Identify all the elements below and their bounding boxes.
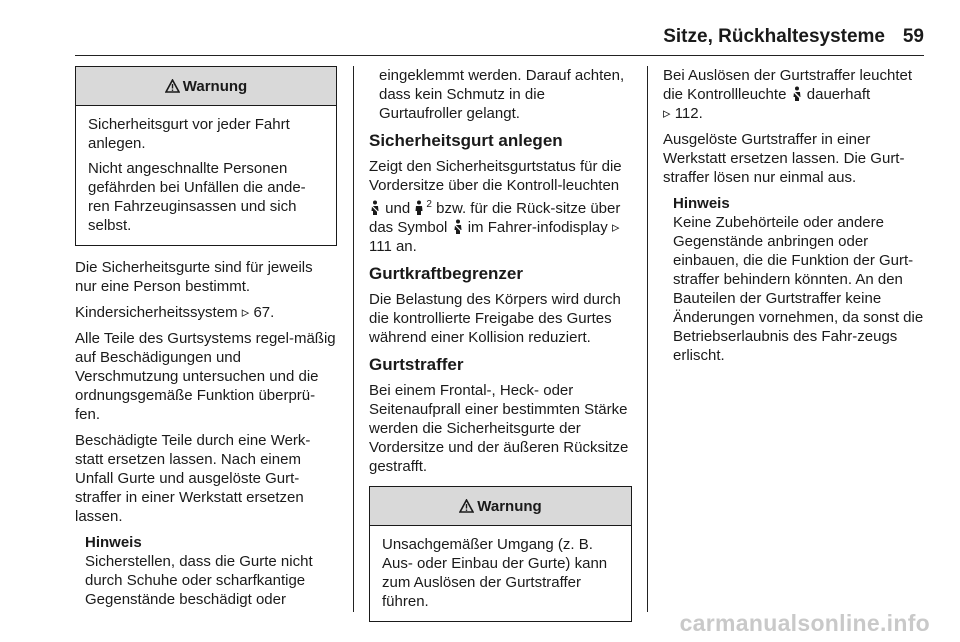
warning-title: Warnung: [182, 77, 248, 95]
note-title: Hinweis: [673, 195, 730, 212]
paragraph: Zeigt den Sicherheitsgurtstatus für die Vordersitze über die Kontroll-leuchten und $^2$ bzw. für die Rück-sitze über das Symbol im Fahrer-infodisplay ▹ 111 an.: [369, 158, 622, 255]
section-heading: Gurtstraffer: [369, 355, 464, 374]
page-ref-icon: ▹: [663, 105, 671, 122]
paragraph: Alle Teile des Gurtsystems regel-mäßig auf Beschädigungen und Verschmutzung untersuchen und die ordnungsgemäße Funktion überprü-fen.: [75, 330, 336, 423]
note-text: Keine Zubehörteile oder andere Gegenstände anbringen oder einbauen, die die Funktion der Gurt-straffer behindern könnten. An den Bauteilen der Gurtstraffer keine Änderungen vornehmen, da sonst die Betriebserlaubnis des Fahr-zeugs erlischt.: [673, 214, 924, 364]
watermark: carmanualsonline.info: [679, 610, 930, 636]
section-title: Sitze, Rückhaltesysteme: [663, 26, 885, 47]
page-ref[interactable]: 111 an.: [369, 238, 417, 255]
paragraph: Bei einem Frontal-, Heck- oder Seitenaufprall einer bestimmten Stärke werden die Sicherheitsgurte der Vordersitze und der äußeren Rücksitze gestrafft.: [369, 382, 629, 475]
paragraph: Die Sicherheitsgurte sind für jeweils nur eine Person bestimmt.: [75, 259, 313, 295]
seatbelt-icon: [369, 200, 381, 215]
section-heading: Gurtkraftbegrenzer: [369, 264, 523, 283]
warning-title: Warnung: [477, 497, 542, 515]
note-continuation: eingeklemmt werden. Darauf achten, dass kein Schmutz in die Gurtaufroller gelangt.: [379, 67, 625, 122]
warning-text: Sicherheitsgurt vor jeder Fahrt anlegen.: [88, 116, 290, 152]
warning-header: [76, 67, 336, 106]
warning-box: [369, 486, 632, 622]
note-text: Sicherstellen, dass die Gurte nicht durch Schuhe oder scharfkantige Gegenstände beschädigt oder: [85, 553, 313, 608]
seatbelt-icon: [452, 219, 464, 234]
page-ref-icon: ▹: [241, 304, 250, 321]
warning-text: Nicht angeschnallte Personen gefährden bei Unfällen die ande-ren Fahrzeuginsassen und sich selbst.: [88, 160, 306, 234]
section-heading: Sicherheitsgurt anlegen: [369, 131, 563, 150]
column-2: [369, 66, 632, 634]
warning-body: [76, 106, 336, 245]
column-3: [663, 66, 928, 371]
paragraph: Beschädigte Teile durch eine Werk-statt ersetzen lassen. Nach einem Unfall Gurte und ausgelöste Gurt-straffer in einer Werkstatt ersetzen lassen.: [75, 432, 311, 525]
note: [75, 533, 337, 609]
note-title: Hinweis: [85, 534, 142, 551]
paragraph: Die Belastung des Körpers wird durch die kontrollierte Freigabe des Gurtes während einer Kollision reduziert.: [369, 291, 621, 346]
seatbelt-rear-icon: [414, 200, 426, 215]
page-ref[interactable]: 67.: [253, 304, 275, 321]
column-divider: [647, 66, 648, 612]
belt-pretensioner-icon: [791, 86, 803, 101]
column-1: [75, 66, 337, 615]
header-rule: [75, 55, 924, 56]
column-divider: [353, 66, 354, 612]
paragraph: Kindersicherheitssystem ▹ 67.: [75, 304, 275, 321]
warning-triangle-icon: [459, 499, 474, 513]
warning-body: [370, 526, 631, 621]
page-number: 59: [902, 26, 924, 47]
warning-text: Unsachgemäßer Umgang (z. B. Aus- oder Einbau der Gurte) kann zum Auslösen der Gurtstraffer führen.: [382, 536, 608, 610]
paragraph: Ausgelöste Gurtstraffer in einer Werkstatt ersetzen lassen. Die Gurt-straffer lösen nur einmal aus.: [663, 131, 905, 186]
page-ref-icon: ▹: [611, 219, 620, 236]
note: [663, 194, 928, 365]
warning-box: [75, 66, 337, 246]
warning-triangle-icon: [165, 79, 180, 93]
paragraph: Bei Auslösen der Gurtstraffer leuchtet die Kontrollleuchte dauerhaft ▹ 112.: [663, 67, 913, 122]
warning-header: [370, 487, 631, 526]
page-ref[interactable]: 112.: [674, 105, 703, 122]
